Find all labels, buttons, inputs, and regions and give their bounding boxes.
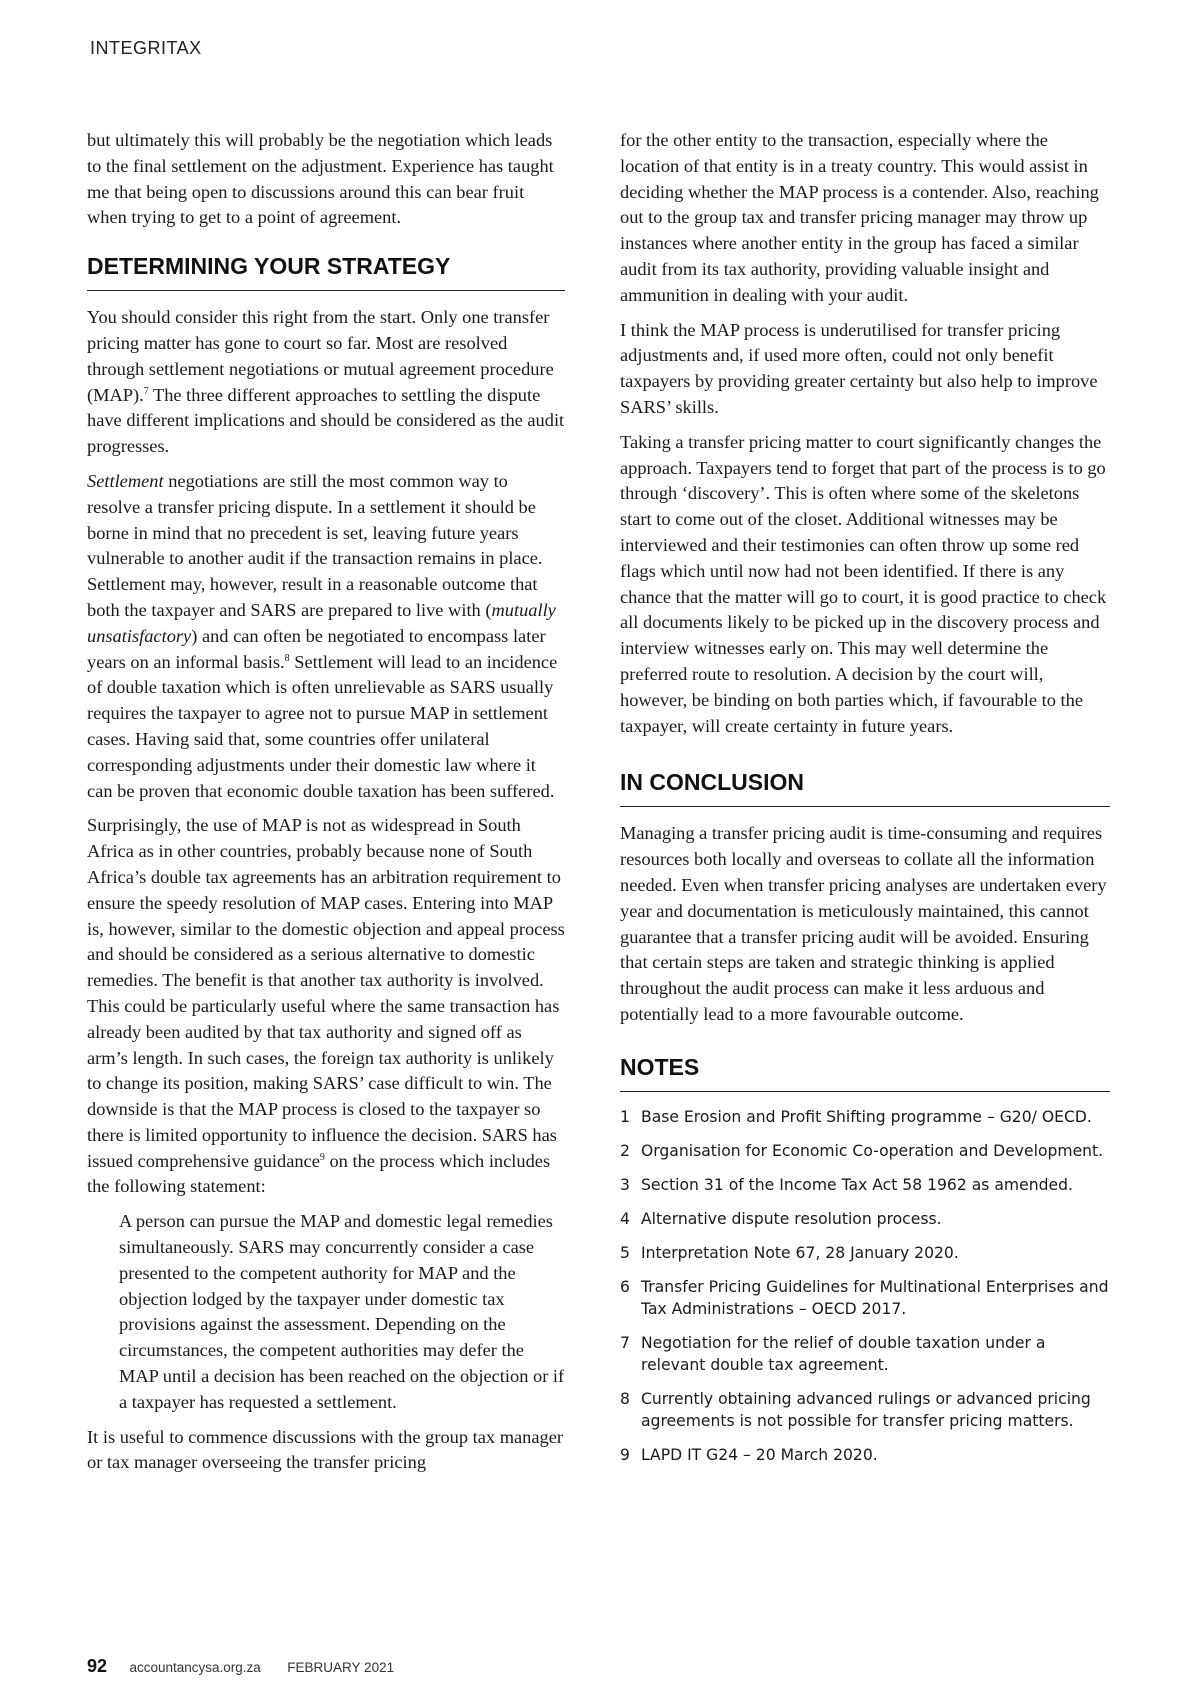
- note-number: 3: [620, 1175, 630, 1194]
- section-heading-strategy: DETERMINING YOUR STRATEGY: [87, 253, 565, 291]
- page-footer: [87, 1656, 416, 1677]
- running-head: INTEGRITAX: [90, 38, 202, 58]
- note-text: Section 31 of the Income Tax Act 58 1962 as amended.: [641, 1175, 1073, 1194]
- note-text: Transfer Pricing Guidelines for Multinational Enterprises and Tax Administrations – OECD 2017.: [641, 1277, 1109, 1318]
- note-number: 7: [620, 1333, 630, 1352]
- block-quote: A person can pursue the MAP and domestic legal remedies simultaneously. SARS may concurrently consider a case presented to the competent authority for MAP and the objection lodged by the taxpayer under domestic tax provisions against the assessment. Depending on the circumstances, the competent authorities may defer the MAP until a decision has been reached on the objection or if a taxpayer has requested a settlement.: [119, 1211, 565, 1412]
- text: You should consider this right from the start. Only one transfer pricing matter has gone to court so far. Most are resolved through settlement negotiations or mutual agreement procedure (MAP).: [87, 307, 554, 405]
- note-text: LAPD IT G24 – 20 March 2020.: [641, 1445, 878, 1464]
- footnote-ref: 7: [143, 385, 149, 397]
- section-heading-conclusion: IN CONCLUSION: [620, 769, 1110, 807]
- paragraph: but ultimately this will probably be the negotiation which leads to the final settlement on the adjustment. Experience has taught me that being open to discussions around this can bear fruit when trying to get to a point of agreement.: [87, 130, 554, 228]
- note-text: Negotiation for the relief of double taxation under a relevant double tax agreement.: [641, 1333, 1046, 1374]
- paragraph: Managing a transfer pricing audit is time-consuming and requires resources both locally and overseas to collate all the information needed. Even when transfer pricing analyses are undertaken every year and documentation is meticulously maintained, this cannot guarantee that a transfer pricing audit will be avoided. Ensuring that certain steps are taken and strategic thinking is applied throughout the audit process can make it less arduous and potentially lead to a more favourable outcome.: [620, 823, 1107, 1024]
- paragraph: [87, 469, 565, 804]
- text: ) and can often be negotiated to encompass later years on an informal basis.: [87, 625, 546, 672]
- note-item: [620, 1106, 1110, 1128]
- note-text: Interpretation Note 67, 28 January 2020.: [641, 1243, 959, 1262]
- note-text: Base Erosion and Profit Shifting programme – G20/ OECD.: [641, 1107, 1092, 1126]
- text: on the process which includes the following statement:: [87, 1150, 551, 1197]
- paragraph: [87, 305, 565, 460]
- emphasis: mutually unsatisfactory: [87, 599, 556, 646]
- section-heading-notes: NOTES: [620, 1054, 1110, 1092]
- footnote-ref: 8: [284, 652, 290, 664]
- note-number: 5: [620, 1243, 630, 1262]
- paragraph: Taking a transfer pricing matter to court significantly changes the approach. Taxpayers tend to forget that part of the process is to go through ‘discovery’. This is often where some of the skeletons start to come out of the closet. Additional witnesses may be interviewed and their testimonies can often throw up some red flags which until now had not been identified. If there is any chance that the matter will go to court, it is good practice to check all documents likely to be picked up in the discovery process and interview witnesses early on. This may well determine the preferred route to resolution. A decision by the court will, however, be binding on both parties which, if favourable to the taxpayer, will create certainty in future years.: [620, 431, 1107, 736]
- left-column: [87, 128, 565, 1485]
- note-number: 9: [620, 1445, 630, 1464]
- issue-date: FEBRUARY 2021: [287, 1660, 395, 1675]
- note-item: [620, 1276, 1110, 1320]
- note-number: 1: [620, 1107, 630, 1126]
- note-number: 6: [620, 1277, 630, 1296]
- text: Surprisingly, the use of MAP is not as widespread in South Africa as in other countries, probably because none of South Africa’s double tax agreements has an arbitration requirement to ensure the speedy resolution of MAP cases. Entering into MAP is, however, similar to the domestic objection and appeal process and should be considered as a serious alternative to domestic remedies. The benefit is that another tax authority is involved. This could be particularly useful where the same transaction has already been audited by that tax authority and signed off as arm’s length. In such cases, the foreign tax authority is unlikely to change its position, making SARS’ case difficult to win. The downside is that the MAP process is closed to the taxpayer so there is limited opportunity to influence the decision. SARS has issued comprehensive guidance: [87, 815, 565, 1171]
- text: Settlement will lead to an incidence of double taxation which is often unrelievable as SARS usually requires the taxpayer to agree not to pursue MAP in settlement cases. Having said that, some countries offer unilateral corresponding adjustments under their domestic law where it can be proven that economic double taxation has been suffered.: [87, 651, 558, 801]
- text: The three different approaches to settling the dispute have different implications and should be considered as the audit progresses.: [87, 384, 565, 457]
- note-number: 8: [620, 1389, 630, 1408]
- note-item: [620, 1444, 1110, 1466]
- note-item: [620, 1140, 1110, 1162]
- text: negotiations are still the most common way to resolve a transfer pricing dispute. In a settlement it should be borne in mind that no precedent is set, leaving future years vulnerable to another audit if the transaction remains in place. Settlement may, however, result in a reasonable outcome that both the taxpayer and SARS are prepared to live with (: [87, 470, 543, 620]
- paragraph: I think the MAP process is underutilised for transfer pricing adjustments and, if used more often, could not only benefit taxpayers by providing greater certainty but also help to improve SARS’ skills.: [620, 319, 1098, 417]
- note-text: Alternative dispute resolution process.: [641, 1209, 942, 1228]
- notes-list: [620, 1106, 1110, 1466]
- note-item: [620, 1208, 1110, 1230]
- page-number: 92: [87, 1656, 108, 1676]
- note-number: 2: [620, 1141, 630, 1160]
- note-text: Currently obtaining advanced rulings or advanced pricing agreements is not possible for transfer pricing matters.: [641, 1389, 1091, 1430]
- note-number: 4: [620, 1209, 630, 1228]
- paragraph: for the other entity to the transaction, especially where the location of that entity is in a treaty country. This would assist in deciding whether the MAP process is a contender. Also, reaching out to the group tax and transfer pricing manager may throw up instances where another entity in the group has faced a similar audit from its tax authority, providing valuable insight and ammunition in dealing with your audit.: [620, 130, 1099, 305]
- note-item: [620, 1332, 1110, 1376]
- right-column: [620, 128, 1110, 1478]
- paragraph: [87, 813, 565, 1200]
- note-item: [620, 1388, 1110, 1432]
- note-text: Organisation for Economic Co-operation and Development.: [641, 1141, 1104, 1160]
- website-link[interactable]: accountancysa.org.za: [129, 1660, 261, 1675]
- paragraph: It is useful to commence discussions with the group tax manager or tax manager overseeing the transfer pricing: [87, 1426, 564, 1473]
- note-item: [620, 1174, 1110, 1196]
- footnote-ref: 9: [319, 1151, 325, 1163]
- emphasis: Settlement: [87, 470, 164, 491]
- note-item: [620, 1242, 1110, 1264]
